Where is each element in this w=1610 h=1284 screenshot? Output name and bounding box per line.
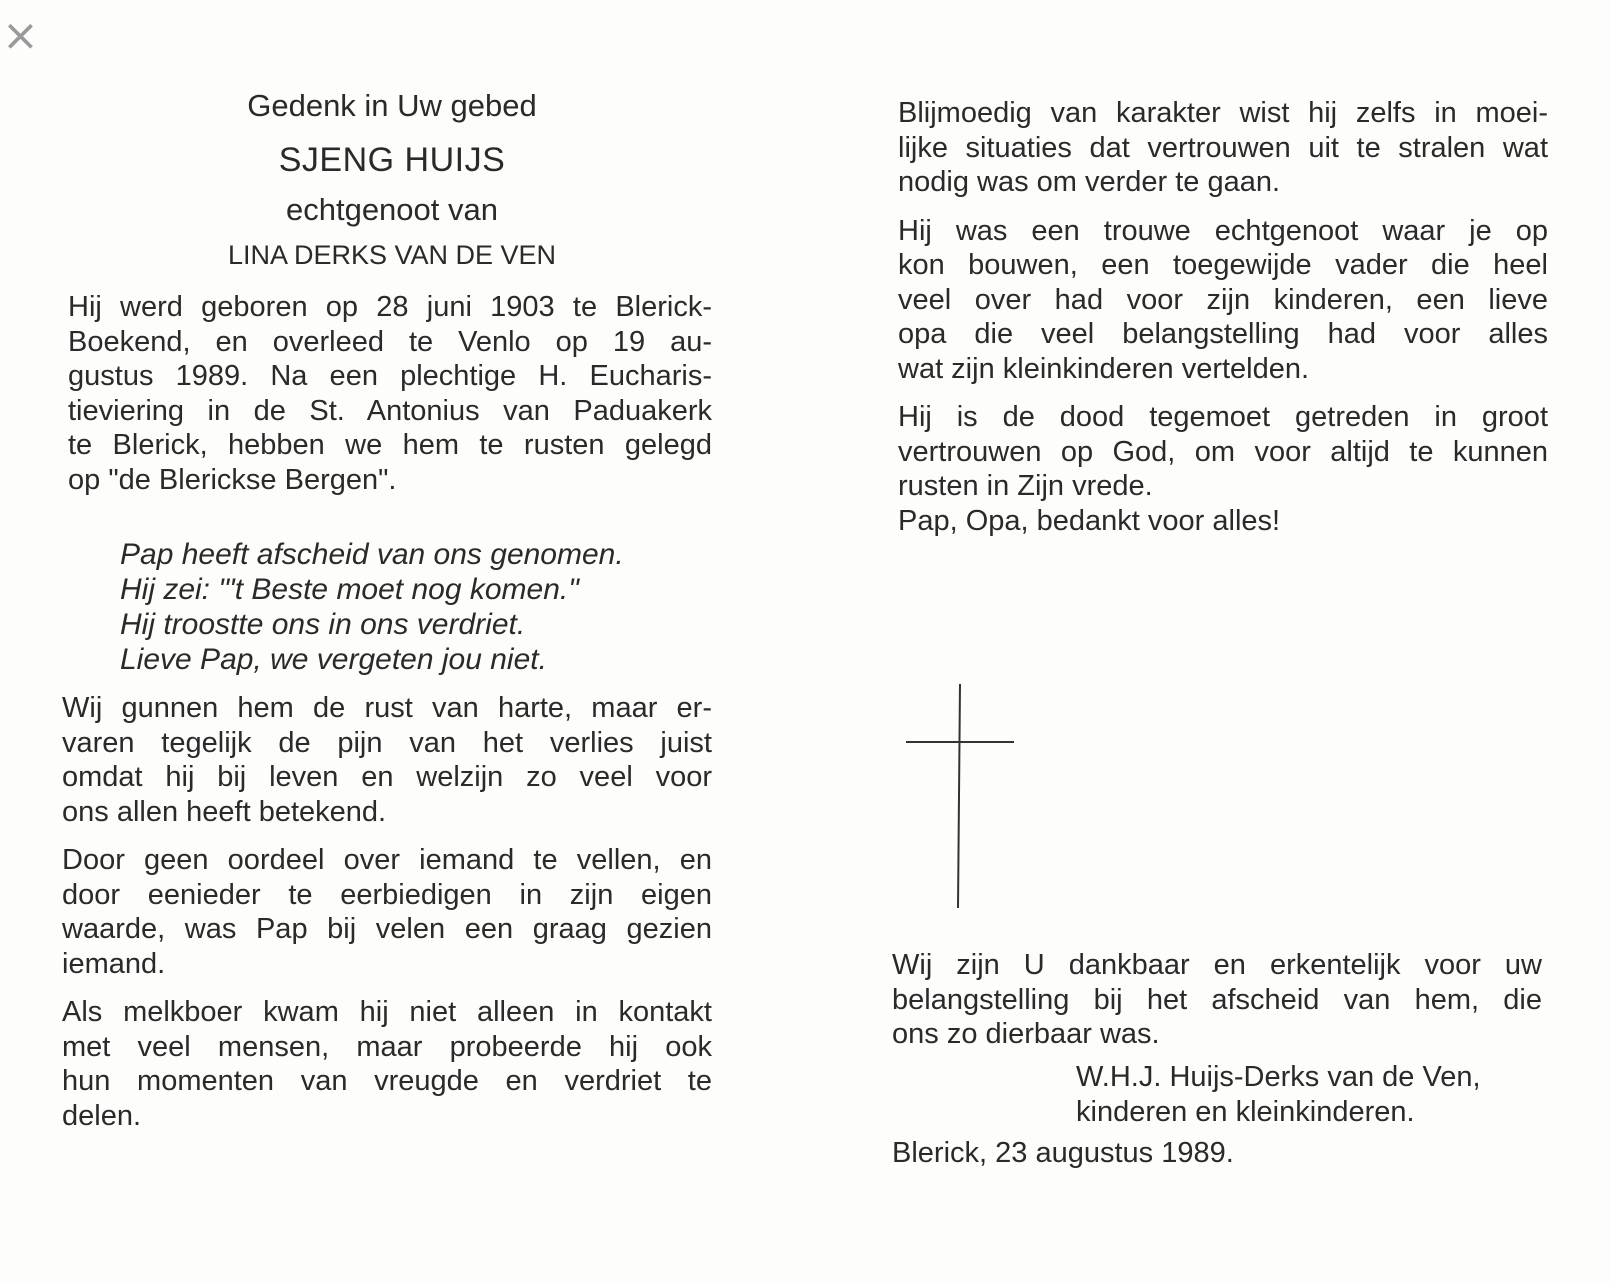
text-line: Door geen oordeel over iemand te vellen, en [62, 844, 712, 876]
character-paragraph [62, 843, 712, 981]
family-paragraph [898, 214, 1548, 387]
text-line: kon bouwen, een toegewijde vader die heel [898, 249, 1548, 281]
thanks-block [892, 948, 1542, 1171]
text-line: lijke situaties dat vertrouwen uit te stralen wat [898, 131, 1548, 164]
thanks-paragraph [892, 948, 1542, 1052]
poem-line: Pap heeft afscheid van ons genomen. [120, 538, 624, 571]
text-line: Hij is de dood tegemoet getreden in groot [898, 401, 1548, 433]
right-column [898, 96, 1548, 538]
text-line: vertrouwen op God, om voor altijd te kunnen [898, 435, 1548, 468]
text-line: gustus 1989. Na een plechtige H. Eucharis- [68, 360, 712, 392]
text-line: opa die veel belangstelling had voor alles [898, 318, 1548, 350]
milkman-paragraph [62, 995, 712, 1133]
text-line: met veel mensen, maar probeerde hij ook [62, 1030, 712, 1063]
text-line: wat zijn kleinkinderen vertelden. [898, 352, 1310, 385]
text-line: Blijmoedig van karakter wist hij zelfs in moei- [898, 97, 1548, 129]
text-line: Wij zijn U dankbaar en erkentelijk voor uw [892, 949, 1542, 981]
text-line: hun momenten van vreugde en verdriet te [62, 1065, 712, 1097]
text-line: omdat hij bij leven en welzijn zo veel voor [62, 761, 712, 793]
text-line: door eenieder te eerbiedigen in zijn eigen [62, 878, 712, 911]
signature [1076, 1060, 1542, 1130]
temperament-paragraph [898, 96, 1548, 200]
poem-line: Lieve Pap, we vergeten jou niet. [120, 643, 547, 676]
poem [120, 537, 712, 677]
card-header [62, 88, 712, 272]
closing-line: Pap, Opa, bedankt voor alles! [898, 504, 1281, 537]
text-line: tieviering in de St. Antonius van Paduakerk [68, 394, 712, 427]
text-line: Als melkboer kwam hij niet alleen in kontakt [62, 996, 712, 1028]
text-line: Boekend, en overleed te Venlo op 19 au- [68, 325, 712, 358]
text-line: op "de Blerickse Bergen". [68, 463, 397, 496]
faith-paragraph [898, 400, 1548, 538]
text-line: nodig was om verder te gaan. [898, 166, 1281, 198]
signature-line: W.H.J. Huijs-Derks van de Ven, [1076, 1060, 1481, 1093]
text-line: ons zo dierbaar was. [892, 1018, 1160, 1050]
poem-line: Hij zei: "'t Beste moet nog komen." [120, 573, 579, 606]
text-line: belangstelling bij het afscheid van hem, die [892, 983, 1542, 1016]
text-line: iemand. [62, 947, 166, 980]
text-line: ons allen heeft betekend. [62, 795, 387, 828]
text-line: waarde, was Pap bij velen een graag gezien [62, 913, 712, 945]
place-and-date: Blerick, 23 augustus 1989. [892, 1136, 1234, 1169]
left-column [62, 88, 712, 1147]
gratitude-paragraph [62, 691, 712, 829]
text-line: te Blerick, hebben we hem te rusten gelegd [68, 429, 712, 461]
text-line: delen. [62, 1099, 142, 1132]
corner-x-mark: × [2, 10, 39, 61]
spouse-name: LINA DERKS VAN DE VEN [227, 240, 557, 270]
biography-paragraph [68, 290, 712, 497]
relation-text: echtgenoot van [285, 192, 498, 227]
text-line: varen tegelijk de pijn van het verlies juist [62, 726, 712, 759]
cross-icon [906, 684, 1014, 908]
poem-line: Hij troostte ons in ons verdriet. [120, 608, 526, 641]
text-line: Hij was een trouwe echtgenoot waar je op [898, 214, 1548, 247]
text-line: Wij gunnen hem de rust van harte, maar er- [62, 692, 712, 724]
deceased-name: SJENG HUIJS [278, 141, 506, 179]
prayer-request: Gedenk in Uw gebed [247, 88, 537, 123]
signature-line: kinderen en kleinkinderen. [1076, 1095, 1415, 1128]
text-line: rusten in Zijn vrede. [898, 470, 1153, 502]
text-line: Hij werd geboren op 28 juni 1903 te Blerick- [68, 291, 712, 323]
text-line: veel over had voor zijn kinderen, een lieve [898, 283, 1548, 316]
